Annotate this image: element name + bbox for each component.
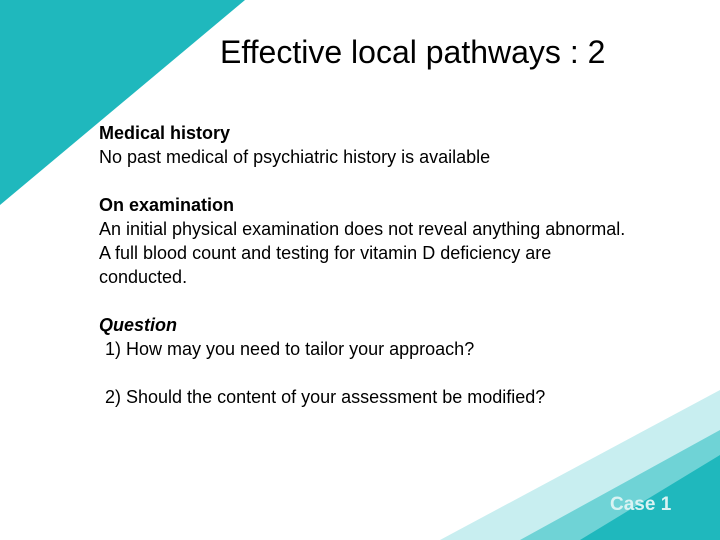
medical-history-heading: Medical history	[99, 123, 231, 143]
question-heading: Question	[99, 315, 178, 335]
question-2: 2) Should the content of your assessment be modified?	[105, 387, 546, 407]
medical-history-text: No past medical of psychiatric history is available	[99, 147, 491, 167]
slide-body	[99, 121, 699, 409]
slide-title: Effective local pathways : 2	[220, 34, 606, 70]
question-1: 1) How may you need to tailor your approach?	[105, 339, 475, 359]
case-label: Case 1	[610, 494, 672, 515]
examination-line-3: conducted.	[99, 267, 188, 287]
examination-line-2: A full blood count and testing for vitamin D deficiency are	[99, 243, 552, 263]
examination-line-1: An initial physical examination does not reveal anything abnormal.	[99, 219, 626, 239]
examination-heading: On examination	[99, 195, 235, 215]
